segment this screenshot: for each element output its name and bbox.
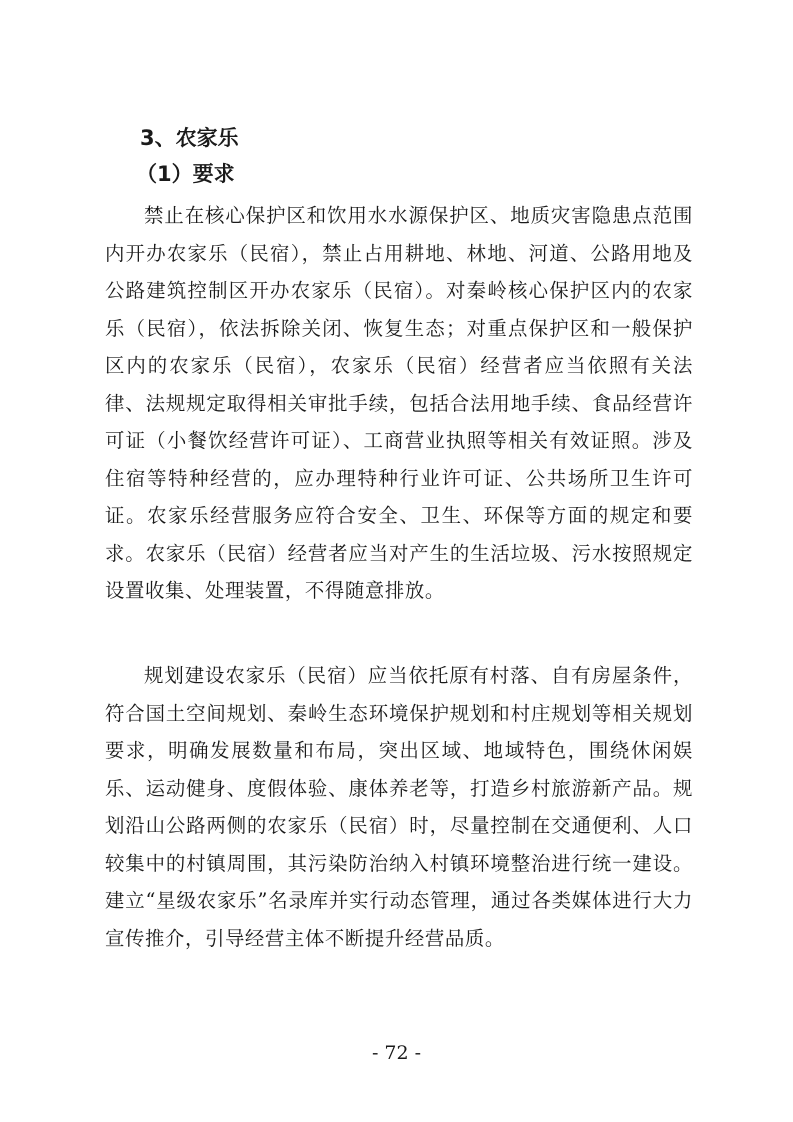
section-heading: 3、农家乐 [140,126,239,150]
page-number: - 72 - [371,1042,422,1064]
subsection-heading: （1）要求 [136,162,235,186]
body-paragraph: 禁止在核心保护区和饮用水水源保护区、地质灾害隐患点范围内开办农家乐（民宿），禁止占用耕地、林地、河道、公路用地及公路建筑控制区开办农家乐（民宿）。对秦岭核心保护区内的农家乐（民宿），依法拆除关闭、恢复生态；对重点保护区和一般保护区内的农家乐（民宿），农家乐（民宿）经营者应当依照有关法律、法规规定取得相关审批手续，包括合法用地手续、食品经营许可证（小餐饮经营许可证）、工商营业执照等相关有效证照。涉及住宿等特种经营的，应办理特种行业许可证、公共场所卫生许可证。农家乐经营服务应符合安全、卫生、环保等方面的规定和要求。农家乐（民宿）经营者应当对产生的生活垃圾、污水按照规定设置收集、处理装置，不得随意排放。 [105,204,693,602]
body-paragraph: 规划建设农家乐（民宿）应当依托原有村落、自有房屋条件，符合国土空间规划、秦岭生态环境保护规划和村庄规划等相关规划要求，明确发展数量和布局，突出区域、地域特色，围绕休闲娱乐、运动健身、度假体验、康体养老等，打造乡村旅游新产品。规划沿山公路两侧的农家乐（民宿）时，尽量控制在交通便利、人口较集中的村镇周围，其污染防治纳入村镇环境整治进行统一建设。建立“星级农家乐”名录库并实行动态管理，通过各类媒体进行大力宣传推介，引导经营主体不断提升经营品质。 [105,664,693,950]
